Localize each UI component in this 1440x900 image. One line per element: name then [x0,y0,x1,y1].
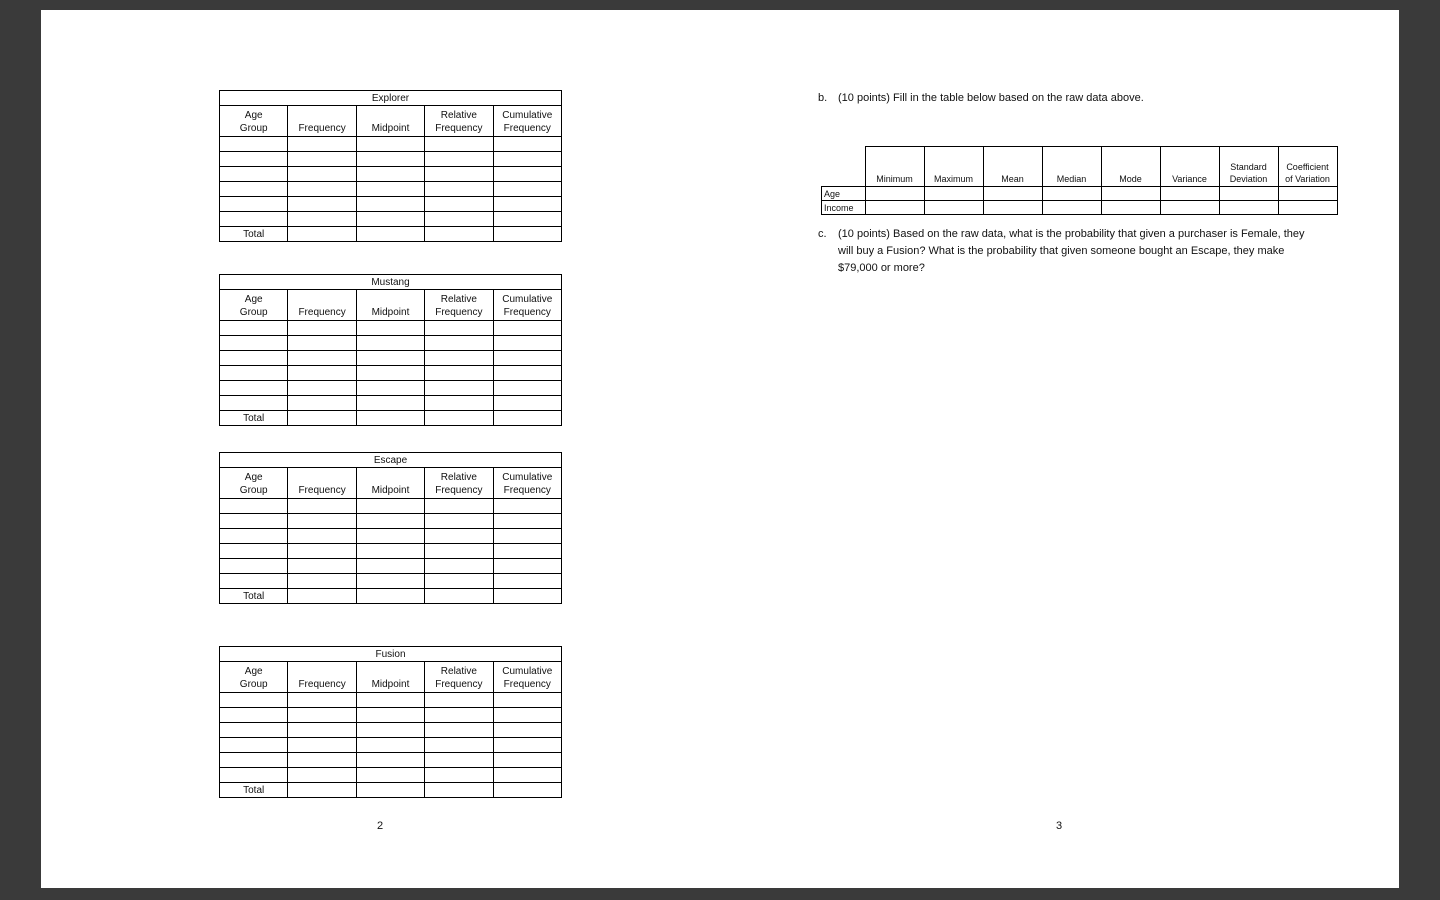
empty-cell [356,321,424,336]
stats-header-line: of Variation [1285,174,1330,184]
total-label: Total [220,589,288,604]
stats-header [1101,147,1160,187]
stats-empty-cell [1219,187,1278,201]
empty-cell [220,544,288,559]
empty-cell [288,738,356,753]
empty-cell [356,197,424,212]
header-relative-frequency [425,106,493,137]
empty-cell [425,411,493,426]
empty-cell [425,559,493,574]
question-b-label: b. [818,92,828,104]
empty-cell [425,336,493,351]
empty-cell [220,137,288,152]
empty-cell [493,499,561,514]
stats-empty-cell [865,187,924,201]
empty-cell [220,738,288,753]
stats-header-line: Mode [1119,174,1142,184]
empty-cell [220,559,288,574]
header-frequency: Frequency [288,662,356,693]
empty-cell [288,574,356,589]
total-label: Total [220,227,288,242]
empty-cell [425,693,493,708]
header-cumulative-frequency-line-1: Cumulative [502,294,553,305]
header-age-group-line-2: Group [239,307,268,318]
empty-cell [288,396,356,411]
empty-cell [493,351,561,366]
empty-cell [356,768,424,783]
empty-cell [356,783,424,798]
stats-row-label: Age [822,187,866,201]
stats-header [983,147,1042,187]
empty-cell [356,753,424,768]
header-relative-frequency [425,662,493,693]
empty-cell [220,197,288,212]
empty-cell [493,574,561,589]
total-label: Total [220,411,288,426]
empty-cell [356,152,424,167]
empty-cell [425,321,493,336]
header-relative-frequency-line-2: Frequency [435,307,483,318]
header-age-group-line-2: Group [239,679,268,690]
empty-cell [220,768,288,783]
empty-cell [220,212,288,227]
stats-empty-cell [1160,187,1219,201]
empty-cell [425,514,493,529]
empty-cell [220,336,288,351]
empty-cell [493,589,561,604]
empty-cell [220,351,288,366]
table-row [220,182,562,197]
table-row [220,366,562,381]
question-b [818,90,1144,107]
header-age-group-line-1: Age [244,110,263,121]
header-cumulative-frequency [493,290,561,321]
empty-cell [288,723,356,738]
empty-cell [425,137,493,152]
empty-cell [220,529,288,544]
table-row [220,499,562,514]
empty-cell [288,529,356,544]
empty-cell [425,544,493,559]
table-row [220,768,562,783]
empty-cell [288,137,356,152]
empty-cell [425,783,493,798]
empty-cell [288,768,356,783]
empty-cell [493,381,561,396]
empty-cell [493,321,561,336]
header-frequency: Frequency [288,106,356,137]
empty-cell [220,514,288,529]
stats-empty-cell [983,187,1042,201]
table-row [220,396,562,411]
empty-cell [220,182,288,197]
document-page [41,10,1399,888]
empty-cell [356,574,424,589]
header-cumulative-frequency-line-1: Cumulative [502,110,553,121]
header-relative-frequency-line-1: Relative [440,294,477,305]
stats-empty-cell [1278,201,1337,215]
question-c-line-2: will buy a Fusion? What is the probability that given someone bought an Escape, they make [838,245,1285,257]
table-row [220,574,562,589]
empty-cell [356,529,424,544]
empty-cell [493,182,561,197]
empty-cell [493,396,561,411]
empty-cell [493,708,561,723]
empty-cell [288,197,356,212]
empty-cell [425,499,493,514]
header-cumulative-frequency-line-1: Cumulative [502,666,553,677]
empty-cell [493,336,561,351]
empty-cell [425,227,493,242]
stats-empty-cell [865,201,924,215]
table-row [220,738,562,753]
empty-cell [425,167,493,182]
header-relative-frequency-line-2: Frequency [435,485,483,496]
stats-header-line: Median [1056,174,1087,184]
empty-cell [220,723,288,738]
frequency-table-fusion [219,646,562,798]
empty-cell [288,693,356,708]
header-midpoint: Midpoint [356,662,424,693]
empty-cell [288,366,356,381]
empty-cell [425,738,493,753]
stats-empty-cell [983,201,1042,215]
empty-cell [356,693,424,708]
header-relative-frequency [425,290,493,321]
stats-empty-cell [1101,187,1160,201]
table-row [220,529,562,544]
table-row [220,212,562,227]
empty-cell [425,574,493,589]
empty-cell [288,559,356,574]
header-age-group [220,106,288,137]
empty-cell [493,559,561,574]
empty-cell [425,529,493,544]
stats-empty-cell [1219,201,1278,215]
table-row [220,514,562,529]
empty-cell [288,708,356,723]
stats-header [924,147,983,187]
empty-cell [288,544,356,559]
header-age-group [220,290,288,321]
header-midpoint: Midpoint [356,468,424,499]
empty-cell [288,589,356,604]
empty-cell [356,499,424,514]
empty-cell [425,589,493,604]
table-row [220,167,562,182]
empty-cell [493,212,561,227]
header-cumulative-frequency [493,468,561,499]
table-row [220,137,562,152]
stats-empty-cell [1160,201,1219,215]
empty-cell [356,137,424,152]
page-number-right: 3 [1056,820,1063,832]
empty-cell [493,738,561,753]
header-relative-frequency [425,468,493,499]
empty-cell [425,753,493,768]
empty-cell [220,152,288,167]
empty-cell [356,544,424,559]
empty-cell [356,182,424,197]
empty-cell [288,167,356,182]
table-title: Explorer [220,91,562,106]
header-cumulative-frequency-line-2: Frequency [503,679,551,690]
frequency-table-escape [219,452,562,604]
empty-cell [220,708,288,723]
table-row [220,197,562,212]
empty-cell [356,559,424,574]
summary-statistics-table [821,146,1338,215]
table-title: Fusion [220,647,562,662]
header-relative-frequency-line-1: Relative [440,666,477,677]
empty-cell [288,753,356,768]
table-row [220,693,562,708]
question-c-line-3: $79,000 or more? [838,262,925,274]
empty-cell [288,411,356,426]
empty-cell [425,366,493,381]
empty-cell [493,783,561,798]
header-cumulative-frequency-line-2: Frequency [503,123,551,134]
empty-cell [425,396,493,411]
empty-cell [356,589,424,604]
header-age-group-line-1: Age [244,666,263,677]
corner-cell [822,147,866,187]
table-title: Escape [220,453,562,468]
empty-cell [220,574,288,589]
stats-row-label: Income [822,201,866,215]
stats-header [1042,147,1101,187]
table-row [220,723,562,738]
table-row [220,708,562,723]
empty-cell [425,182,493,197]
stats-empty-cell [924,201,983,215]
empty-cell [220,396,288,411]
header-cumulative-frequency-line-1: Cumulative [502,472,553,483]
empty-cell [425,152,493,167]
empty-cell [220,321,288,336]
empty-cell [356,723,424,738]
empty-cell [493,227,561,242]
stats-header-line: Deviation [1229,174,1268,184]
table-row [220,381,562,396]
empty-cell [288,783,356,798]
empty-cell [288,514,356,529]
question-c-label: c. [818,228,827,240]
stats-header [1278,147,1337,187]
stats-header-line: Standard [1230,162,1267,172]
empty-cell [220,381,288,396]
empty-cell [425,212,493,227]
table-row [220,152,562,167]
stats-header [865,147,924,187]
empty-cell [356,381,424,396]
question-c [818,226,1305,277]
empty-cell [288,321,356,336]
empty-cell [220,366,288,381]
header-relative-frequency-line-1: Relative [440,110,477,121]
frequency-table-mustang [219,274,562,426]
empty-cell [425,723,493,738]
stats-header [1219,147,1278,187]
stats-header-line: Minimum [876,174,913,184]
empty-cell [220,167,288,182]
stats-empty-cell [1042,201,1101,215]
header-age-group-line-2: Group [239,485,268,496]
header-midpoint: Midpoint [356,106,424,137]
empty-cell [288,152,356,167]
stats-empty-cell [1042,187,1101,201]
header-frequency: Frequency [288,290,356,321]
empty-cell [425,768,493,783]
stats-empty-cell [1101,201,1160,215]
header-relative-frequency-line-2: Frequency [435,123,483,134]
stats-header-line: Variance [1172,174,1207,184]
empty-cell [493,529,561,544]
table-row [220,321,562,336]
empty-cell [493,411,561,426]
total-label: Total [220,783,288,798]
frequency-table-explorer [219,90,562,242]
empty-cell [356,396,424,411]
empty-cell [288,336,356,351]
empty-cell [493,544,561,559]
table-row [220,753,562,768]
empty-cell [356,708,424,723]
empty-cell [493,152,561,167]
empty-cell [493,514,561,529]
empty-cell [220,499,288,514]
empty-cell [356,227,424,242]
empty-cell [220,753,288,768]
empty-cell [356,336,424,351]
empty-cell [356,514,424,529]
header-relative-frequency-line-1: Relative [440,472,477,483]
empty-cell [356,167,424,182]
question-c-line-1: (10 points) Based on the raw data, what is the probability that given a purchaser is Female, they [838,228,1305,240]
empty-cell [425,351,493,366]
stats-header [1160,147,1219,187]
empty-cell [356,738,424,753]
empty-cell [288,381,356,396]
stats-empty-cell [924,187,983,201]
table-row [220,351,562,366]
empty-cell [493,768,561,783]
header-age-group-line-1: Age [244,472,263,483]
header-relative-frequency-line-2: Frequency [435,679,483,690]
empty-cell [220,693,288,708]
stats-header-line: Maximum [933,174,973,184]
empty-cell [288,227,356,242]
empty-cell [425,708,493,723]
empty-cell [288,212,356,227]
empty-cell [288,499,356,514]
header-cumulative-frequency-line-2: Frequency [503,307,551,318]
stats-header-line: Mean [1001,174,1024,184]
page-number-left: 2 [377,820,384,832]
empty-cell [493,137,561,152]
empty-cell [493,197,561,212]
empty-cell [493,723,561,738]
empty-cell [493,753,561,768]
header-midpoint: Midpoint [356,290,424,321]
stats-empty-cell [1278,187,1337,201]
empty-cell [425,197,493,212]
empty-cell [288,351,356,366]
table-row [220,336,562,351]
table-row [220,544,562,559]
empty-cell [356,212,424,227]
empty-cell [493,167,561,182]
empty-cell [425,381,493,396]
header-age-group [220,662,288,693]
header-cumulative-frequency [493,662,561,693]
table-row [220,559,562,574]
empty-cell [356,351,424,366]
stats-header-line: Coefficient [1286,162,1329,172]
empty-cell [356,411,424,426]
empty-cell [288,182,356,197]
header-age-group [220,468,288,499]
header-age-group-line-2: Group [239,123,268,134]
header-cumulative-frequency-line-2: Frequency [503,485,551,496]
empty-cell [356,366,424,381]
header-frequency: Frequency [288,468,356,499]
question-b-text: (10 points) Fill in the table below based on the raw data above. [838,92,1144,104]
empty-cell [493,693,561,708]
header-cumulative-frequency [493,106,561,137]
table-title: Mustang [220,275,562,290]
empty-cell [493,366,561,381]
header-age-group-line-1: Age [244,294,263,305]
